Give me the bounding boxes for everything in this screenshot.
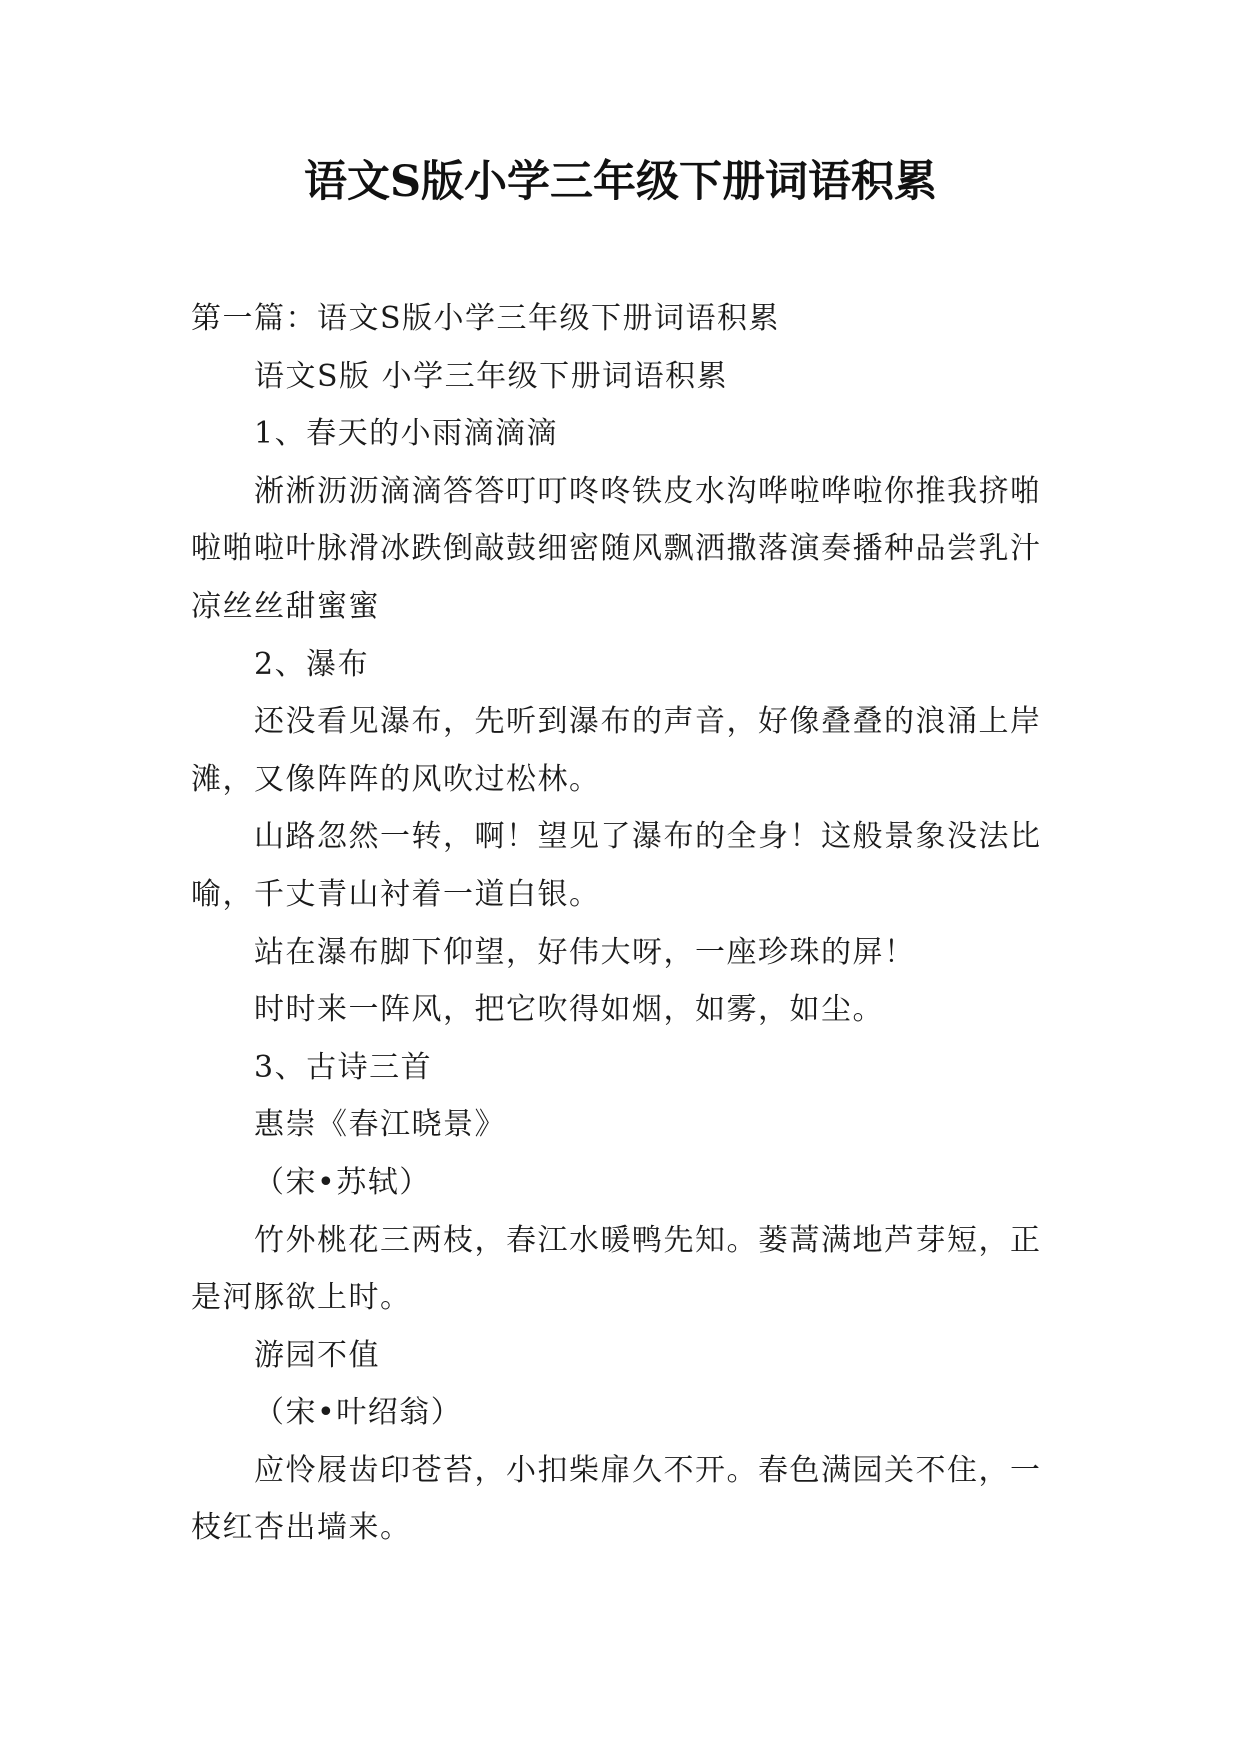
text-paragraph: 时时来一阵风，把它吹得如烟，如雾，如尘。 — [254, 992, 884, 1028]
text-paragraph: 山路忽然一转，啊！望见了瀑布的全身！这般景象没法比喻，千丈青山衬着一道白银。 — [191, 819, 1042, 912]
section-heading: 第一篇：语文S版小学三年级下册词语积累 — [191, 301, 781, 336]
lesson-heading: 2、瀑布 — [254, 646, 370, 682]
lesson-heading: 3、古诗三首 — [254, 1049, 433, 1085]
document-body — [191, 290, 1053, 1557]
subtitle-paragraph: 语文S版 小学三年级下册词语积累 — [254, 358, 729, 394]
poem-author: （宋•苏轼） — [254, 1164, 431, 1200]
poem-author: （宋•叶绍翁） — [254, 1395, 463, 1431]
poem-text: 应怜屐齿印苍苔，小扣柴扉久不开。春色满园关不住，一枝红杏出墙来。 — [191, 1452, 1042, 1546]
document-title: 语文S版小学三年级下册词语积累 — [303, 157, 938, 207]
vocabulary-paragraph: 淅淅沥沥滴滴答答叮叮咚咚铁皮水沟哗啦哗啦你推我挤啪啦啪啦叶脉滑冰跌倒敲鼓细密随风飘洒撒落演奏播种品尝乳汁凉丝丝甜蜜蜜 — [191, 473, 1042, 624]
poem-title: 游园不值 — [254, 1337, 380, 1373]
poem-text: 竹外桃花三两枝，春江水暖鸭先知。蒌蒿满地芦芽短，正是河豚欲上时。 — [191, 1222, 1042, 1316]
lesson-heading: 1、春天的小雨滴滴滴 — [254, 416, 559, 452]
poem-title: 惠崇《春江晓景》 — [254, 1107, 506, 1143]
text-paragraph: 还没看见瀑布，先听到瀑布的声音，好像叠叠的浪涌上岸滩，又像阵阵的风吹过松林。 — [191, 704, 1042, 797]
text-paragraph: 站在瀑布脚下仰望，好伟大呀，一座珍珠的屏！ — [254, 934, 916, 970]
